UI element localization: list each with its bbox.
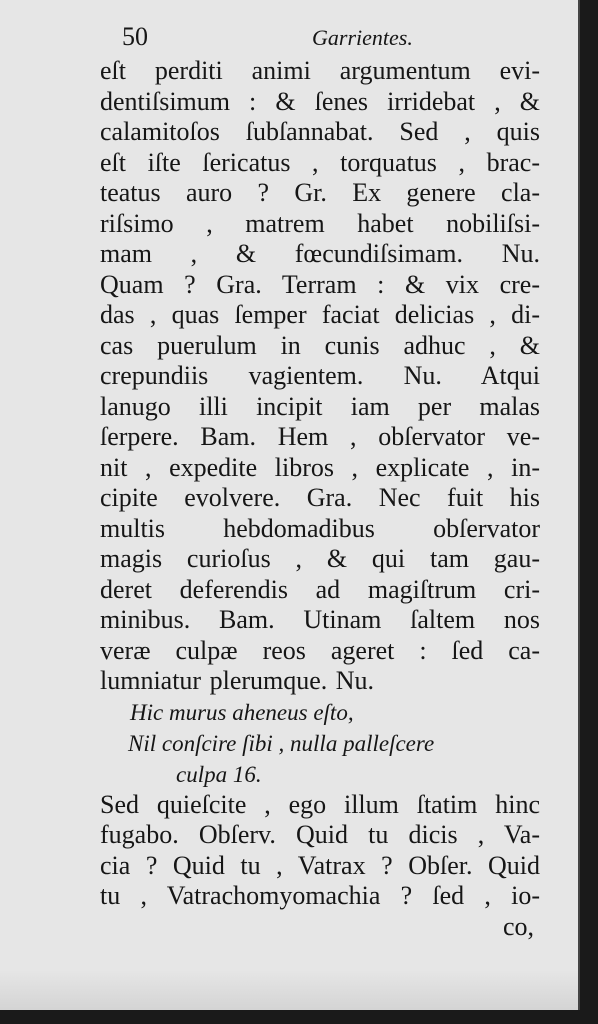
text-line: eſt perditi animi argumentum evi- xyxy=(100,56,540,85)
verse-line: Hic murus aheneus eſto, xyxy=(130,699,354,725)
text-line: lumniatur plerumque. Nu. xyxy=(100,666,375,695)
text-line: tu , Vatrachomyomachia ? ſed , io- xyxy=(100,881,540,910)
running-title: Garrientes. xyxy=(312,25,413,50)
text-line: calamitoſos ſubſannabat. Sed , quis xyxy=(100,117,540,146)
text-line: magis curioſus , & qui tam gau- xyxy=(100,544,540,573)
text-line: lanugo illi incipit iam per malas xyxy=(100,391,540,421)
text-line: eſt iſte ſericatus , torquatus , brac- xyxy=(100,147,540,177)
page-edge-shadow xyxy=(0,970,578,1010)
catchword: co, xyxy=(502,911,534,941)
text-line: nit , expedite libros , explicate , in- xyxy=(100,452,540,482)
text-line: dentiſsimum : & ſenes irridebat , & xyxy=(100,86,540,116)
text-line: Quam ? Gra. Terram : & vix cre- xyxy=(100,269,540,299)
text-line: mam , & fœcundiſsimam. Nu. xyxy=(100,239,540,268)
verse-line: culpa 16. xyxy=(176,761,262,787)
text-line: veræ culpæ reos ageret : ſed ca- xyxy=(100,635,540,665)
text-line: cas puerulum in cunis adhuc , & xyxy=(100,330,540,360)
text-line: riſsimo , matrem habet nobiliſsi- xyxy=(100,208,540,238)
page-content xyxy=(100,22,540,942)
text-line: crepundiis vagientem. Nu. Atqui xyxy=(100,361,540,390)
text-block-continued xyxy=(100,790,540,912)
text-line: fugabo. Obſerv. Quid tu dicis , Va- xyxy=(100,820,540,849)
text-line: deret deferendis ad magiſtrum cri- xyxy=(100,574,540,604)
text-line: multis hebdomadibus obſervator xyxy=(100,513,540,543)
running-head xyxy=(100,22,540,56)
text-line: ſerpere. Bam. Hem , obſervator ve- xyxy=(100,422,540,451)
text-line: cipite evolvere. Gra. Nec fuit his xyxy=(100,483,540,512)
text-line: cia ? Quid tu , Vatrax ? Obſer. Quid xyxy=(100,850,540,880)
page-number: 50 xyxy=(122,22,148,51)
text-line: minibus. Bam. Utinam ſaltem nos xyxy=(100,605,540,634)
verse-line: Nil conſcire ſibi , nulla palleſcere xyxy=(128,730,435,756)
text-line: das , quas ſemper faciat delicias , di- xyxy=(100,300,540,329)
text-line: Sed quieſcite , ego illum ſtatim hinc xyxy=(100,789,540,819)
text-block xyxy=(100,56,540,697)
verse-quotation xyxy=(100,697,540,790)
text-line: teatus auro ? Gr. Ex genere cla- xyxy=(100,178,540,207)
